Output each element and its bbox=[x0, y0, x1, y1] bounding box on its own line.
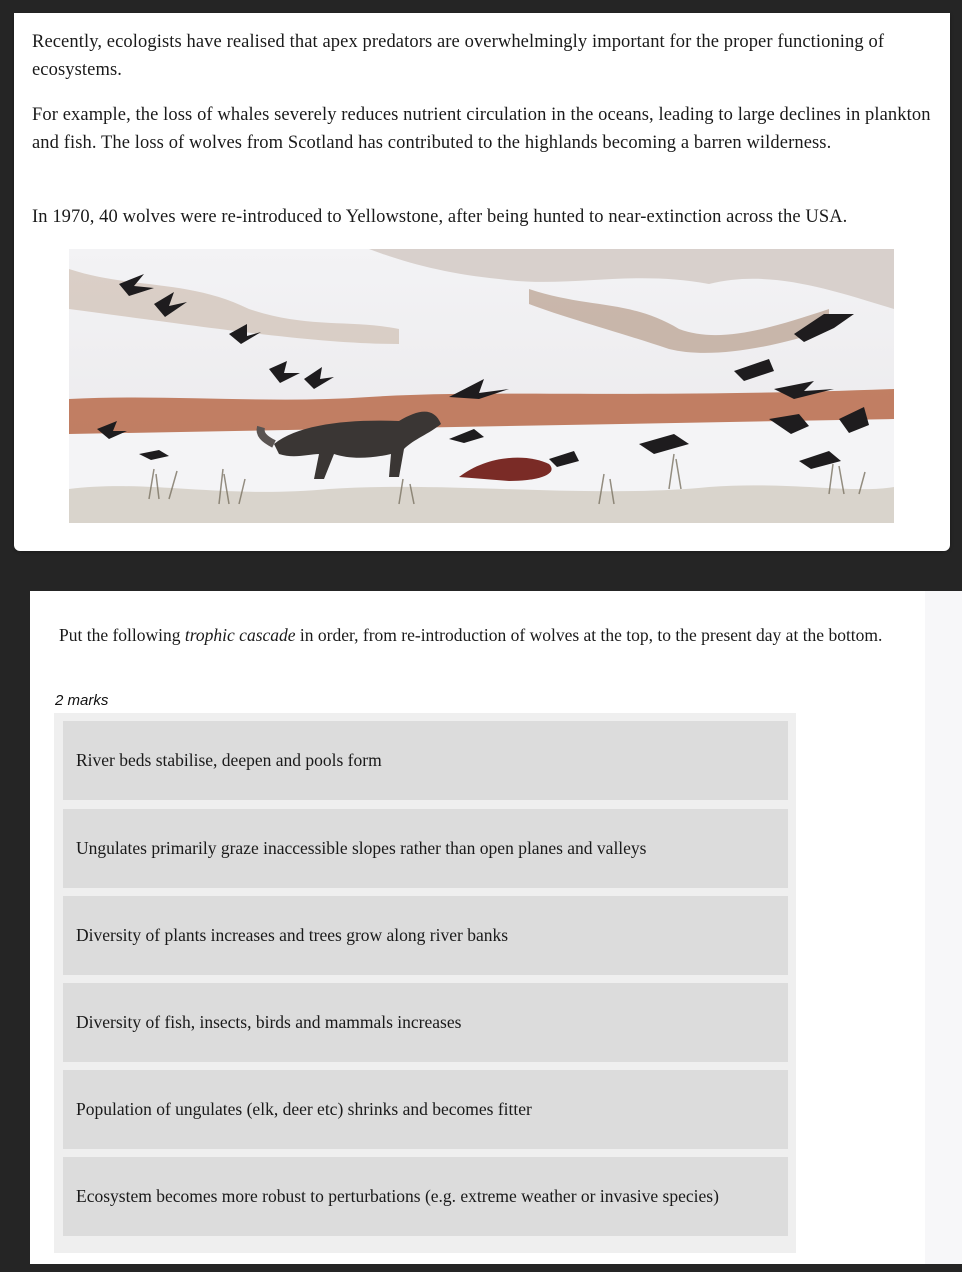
question-card bbox=[30, 591, 925, 1264]
wolf-carcass-birds-image bbox=[69, 249, 894, 523]
ordering-item[interactable]: Diversity of fish, insects, birds and mammals increases bbox=[63, 983, 788, 1062]
instruction-text-after: in order, from re-introduction of wolves at the top, to the present day at the bottom. bbox=[295, 625, 883, 645]
wolf-photo bbox=[69, 249, 894, 523]
intro-paragraph-1: Recently, ecologists have realised that apex predators are overwhelmingly important for the proper functioning of ecosystems. bbox=[32, 32, 885, 80]
ordering-list bbox=[54, 713, 796, 1253]
intro-paragraph-2: For example, the loss of whales severely reduces nutrient circulation in the oceans, leading to large declines in plankton and fish. The loss of wolves from Scotland has contributed to the highlands becoming a barren wilderness. bbox=[32, 105, 931, 153]
instruction-text-before: Put the following bbox=[59, 625, 185, 645]
ordering-item[interactable]: Population of ungulates (elk, deer etc) shrinks and becomes fitter bbox=[63, 1070, 788, 1149]
ordering-item[interactable]: Ungulates primarily graze inaccessible slopes rather than open planes and valleys bbox=[63, 809, 788, 888]
intro-card bbox=[14, 13, 950, 551]
question-instruction bbox=[59, 622, 909, 648]
instruction-emphasis: trophic cascade bbox=[184, 625, 296, 645]
intro-paragraph-3: In 1970, 40 wolves were re-introduced to Yellowstone, after being hunted to near-extinction across the USA. bbox=[32, 207, 848, 227]
marks-label: 2 marks bbox=[55, 692, 109, 709]
ordering-item[interactable]: Diversity of plants increases and trees grow along river banks bbox=[63, 896, 788, 975]
ordering-item[interactable]: River beds stabilise, deepen and pools form bbox=[63, 721, 788, 800]
right-margin bbox=[925, 591, 962, 1264]
ordering-item[interactable]: Ecosystem becomes more robust to perturbations (e.g. extreme weather or invasive species) bbox=[63, 1157, 788, 1236]
